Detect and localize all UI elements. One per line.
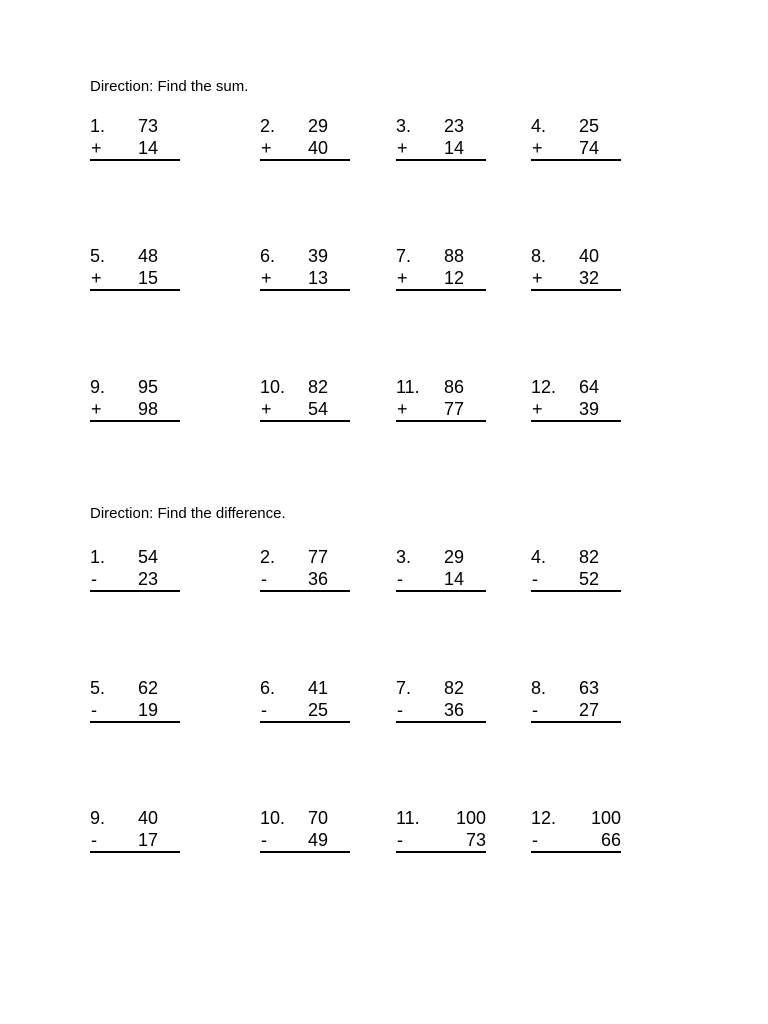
problem-number: 4. <box>531 116 547 136</box>
bottom-operand: 98 <box>137 399 158 419</box>
problem-sum-7 <box>396 245 486 289</box>
answer-line <box>90 289 180 291</box>
top-operand: 82 <box>578 547 599 567</box>
top-operand: 25 <box>578 116 599 136</box>
top-operand: 63 <box>578 678 599 698</box>
bottom-operand: 19 <box>137 700 158 720</box>
bottom-operand: 52 <box>578 569 599 589</box>
problem-sum-11 <box>396 376 486 420</box>
answer-line <box>90 420 180 422</box>
top-operand: 41 <box>307 678 328 698</box>
problem-number: 5. <box>90 678 106 698</box>
top-operand: 100 <box>590 808 621 828</box>
operator-sign: + <box>91 399 102 419</box>
problem-difference-9 <box>90 807 180 851</box>
bottom-operand: 66 <box>600 830 621 850</box>
problem-difference-6 <box>260 677 350 721</box>
problem-sum-12 <box>531 376 621 420</box>
answer-line <box>531 420 621 422</box>
top-operand: 82 <box>307 377 328 397</box>
bottom-operand: 36 <box>443 700 464 720</box>
operator-sign: - <box>91 700 97 720</box>
bottom-operand: 23 <box>137 569 158 589</box>
addition-direction: Direction: Find the sum. <box>90 78 249 95</box>
problem-number: 9. <box>90 808 106 828</box>
problem-number: 3. <box>396 116 412 136</box>
bottom-operand: 27 <box>578 700 599 720</box>
problem-difference-4 <box>531 546 621 590</box>
problem-sum-2 <box>260 115 350 159</box>
problem-sum-6 <box>260 245 350 289</box>
answer-line <box>90 721 180 723</box>
problem-sum-10 <box>260 376 350 420</box>
problem-number: 8. <box>531 246 547 266</box>
top-operand: 77 <box>307 547 328 567</box>
problem-sum-4 <box>531 115 621 159</box>
problem-number: 1. <box>90 116 106 136</box>
problem-difference-7 <box>396 677 486 721</box>
bottom-operand: 40 <box>307 138 328 158</box>
bottom-operand: 54 <box>307 399 328 419</box>
answer-line <box>396 289 486 291</box>
top-operand: 86 <box>443 377 464 397</box>
operator-sign: + <box>91 138 102 158</box>
bottom-operand: 17 <box>137 830 158 850</box>
problem-difference-12 <box>531 807 621 851</box>
answer-line <box>260 590 350 592</box>
problem-sum-1 <box>90 115 180 159</box>
operator-sign: - <box>261 700 267 720</box>
operator-sign: + <box>532 268 543 288</box>
operator-sign: + <box>532 138 543 158</box>
problem-difference-5 <box>90 677 180 721</box>
top-operand: 40 <box>137 808 158 828</box>
bottom-operand: 74 <box>578 138 599 158</box>
answer-line <box>531 851 621 853</box>
problem-sum-8 <box>531 245 621 289</box>
problem-number: 5. <box>90 246 106 266</box>
bottom-operand: 14 <box>443 138 464 158</box>
answer-line <box>260 420 350 422</box>
problem-sum-5 <box>90 245 180 289</box>
top-operand: 62 <box>137 678 158 698</box>
top-operand: 39 <box>307 246 328 266</box>
operator-sign: - <box>532 569 538 589</box>
answer-line <box>396 590 486 592</box>
operator-sign: - <box>397 700 403 720</box>
bottom-operand: 15 <box>137 268 158 288</box>
top-operand: 70 <box>307 808 328 828</box>
top-operand: 73 <box>137 116 158 136</box>
problem-number: 7. <box>396 678 412 698</box>
bottom-operand: 49 <box>307 830 328 850</box>
problem-number: 4. <box>531 547 547 567</box>
problem-sum-9 <box>90 376 180 420</box>
problem-number: 2. <box>260 547 276 567</box>
top-operand: 100 <box>455 808 486 828</box>
problem-difference-2 <box>260 546 350 590</box>
top-operand: 29 <box>307 116 328 136</box>
top-operand: 48 <box>137 246 158 266</box>
problem-number: 11. <box>396 808 420 828</box>
operator-sign: - <box>397 569 403 589</box>
bottom-operand: 12 <box>443 268 464 288</box>
bottom-operand: 36 <box>307 569 328 589</box>
answer-line <box>531 289 621 291</box>
top-operand: 95 <box>137 377 158 397</box>
operator-sign: - <box>397 830 403 850</box>
problem-number: 12. <box>531 377 557 397</box>
operator-sign: - <box>91 830 97 850</box>
bottom-operand: 25 <box>307 700 328 720</box>
operator-sign: + <box>91 268 102 288</box>
answer-line <box>260 851 350 853</box>
top-operand: 82 <box>443 678 464 698</box>
problem-sum-3 <box>396 115 486 159</box>
answer-line <box>90 159 180 161</box>
problem-difference-1 <box>90 546 180 590</box>
operator-sign: + <box>532 399 543 419</box>
operator-sign: - <box>261 569 267 589</box>
problem-difference-10 <box>260 807 350 851</box>
problem-difference-11 <box>396 807 486 851</box>
bottom-operand: 14 <box>137 138 158 158</box>
answer-line <box>531 721 621 723</box>
problem-number: 1. <box>90 547 106 567</box>
problem-number: 11. <box>396 377 420 397</box>
top-operand: 64 <box>578 377 599 397</box>
bottom-operand: 73 <box>465 830 486 850</box>
operator-sign: - <box>91 569 97 589</box>
bottom-operand: 14 <box>443 569 464 589</box>
answer-line <box>396 851 486 853</box>
problem-number: 9. <box>90 377 106 397</box>
operator-sign: + <box>397 138 408 158</box>
bottom-operand: 32 <box>578 268 599 288</box>
operator-sign: + <box>261 138 272 158</box>
answer-line <box>90 851 180 853</box>
answer-line <box>260 721 350 723</box>
top-operand: 54 <box>137 547 158 567</box>
operator-sign: + <box>261 399 272 419</box>
operator-sign: - <box>532 700 538 720</box>
bottom-operand: 13 <box>307 268 328 288</box>
bottom-operand: 39 <box>578 399 599 419</box>
operator-sign: + <box>397 268 408 288</box>
operator-sign: + <box>397 399 408 419</box>
problem-number: 10. <box>260 808 286 828</box>
bottom-operand: 77 <box>443 399 464 419</box>
operator-sign: - <box>261 830 267 850</box>
top-operand: 29 <box>443 547 464 567</box>
answer-line <box>260 159 350 161</box>
answer-line <box>531 159 621 161</box>
problem-difference-8 <box>531 677 621 721</box>
problem-number: 2. <box>260 116 276 136</box>
problem-number: 3. <box>396 547 412 567</box>
problem-number: 8. <box>531 678 547 698</box>
answer-line <box>260 289 350 291</box>
subtraction-direction: Direction: Find the difference. <box>90 505 286 522</box>
operator-sign: - <box>532 830 538 850</box>
answer-line <box>531 590 621 592</box>
top-operand: 23 <box>443 116 464 136</box>
answer-line <box>396 721 486 723</box>
operator-sign: + <box>261 268 272 288</box>
problem-number: 6. <box>260 246 276 266</box>
answer-line <box>396 159 486 161</box>
answer-line <box>396 420 486 422</box>
answer-line <box>90 590 180 592</box>
problem-number: 7. <box>396 246 412 266</box>
top-operand: 88 <box>443 246 464 266</box>
problem-number: 6. <box>260 678 276 698</box>
problem-number: 10. <box>260 377 286 397</box>
top-operand: 40 <box>578 246 599 266</box>
problem-difference-3 <box>396 546 486 590</box>
problem-number: 12. <box>531 808 557 828</box>
